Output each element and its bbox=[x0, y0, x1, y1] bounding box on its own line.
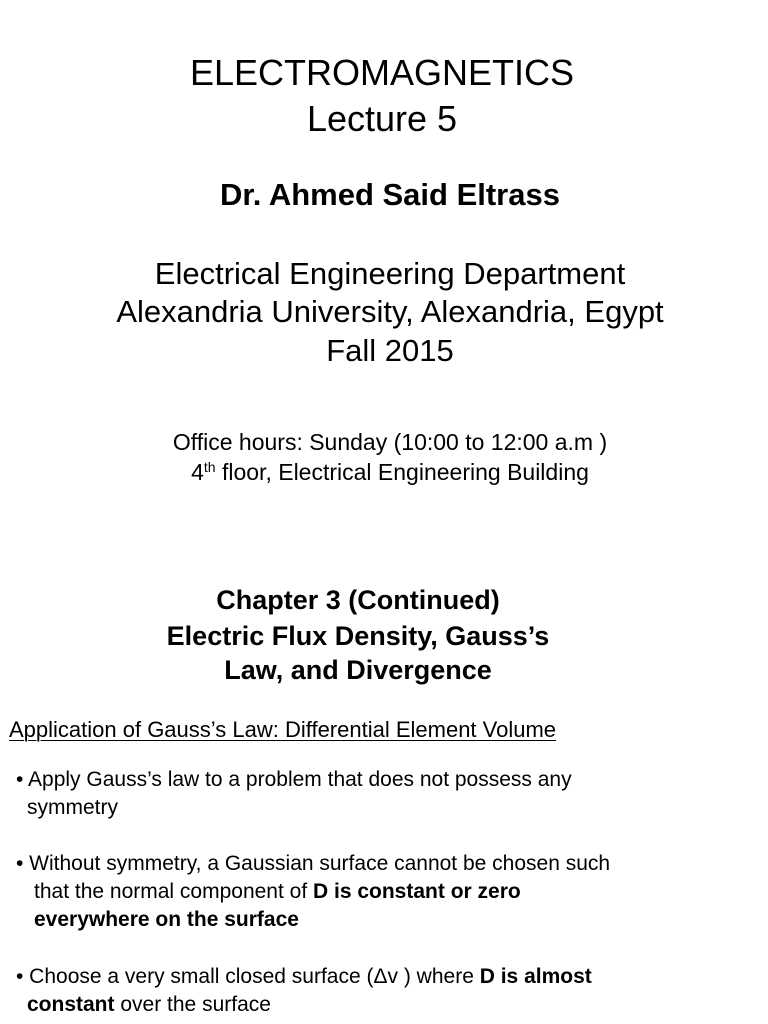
bullet-3-bold-word: constant bbox=[27, 993, 115, 1016]
section-heading: Application of Gauss’s Law: Differential Element Volume bbox=[9, 717, 557, 742]
floor-suffix: th bbox=[203, 459, 216, 475]
bullet-2-line-3: everywhere on the surface bbox=[34, 908, 299, 931]
bullet-3-line-2 bbox=[27, 991, 271, 1019]
bullet-2-plain-text: that the normal component of bbox=[34, 880, 313, 903]
bullet-2-line-2 bbox=[34, 878, 521, 906]
bullet-3-tail-text: over the surface bbox=[114, 993, 271, 1016]
office-hours: Office hours: Sunday (10:00 to 12:00 a.m ) bbox=[172, 429, 608, 455]
author-name: Dr. Ahmed Said Eltrass bbox=[220, 177, 560, 212]
bullet-2-bold-text: D is constant or zero bbox=[313, 880, 521, 903]
floor-rest: floor, Electrical Engineering Building bbox=[215, 459, 589, 485]
bullet-3-bold-text: D is almost bbox=[479, 965, 592, 988]
term: Fall 2015 bbox=[326, 333, 454, 368]
bullet-1-line-1: • Apply Gauss’s law to a problem that does not possess any bbox=[16, 768, 572, 791]
chapter-title: Chapter 3 (Continued) bbox=[216, 585, 500, 615]
lecture-number: Lecture 5 bbox=[306, 98, 458, 139]
bullet-3-plain-text: • Choose a very small closed surface (Δv ) where bbox=[16, 965, 480, 988]
bullet-1-line-2: symmetry bbox=[27, 796, 118, 819]
course-title: ELECTROMAGNETICS bbox=[189, 52, 575, 93]
chapter-subtitle-line1: Electric Flux Density, Gauss’s bbox=[166, 621, 550, 651]
department: Electrical Engineering Department bbox=[154, 256, 626, 291]
chapter-subtitle-line2: Law, and Divergence bbox=[224, 655, 492, 685]
floor-number: 4 bbox=[191, 459, 204, 485]
bullet-2-line-1: • Without symmetry, a Gaussian surface cannot be chosen such bbox=[16, 852, 611, 875]
bullet-3-line-1 bbox=[16, 963, 592, 991]
office-location bbox=[6, 457, 768, 487]
university: Alexandria University, Alexandria, Egypt bbox=[116, 294, 664, 329]
